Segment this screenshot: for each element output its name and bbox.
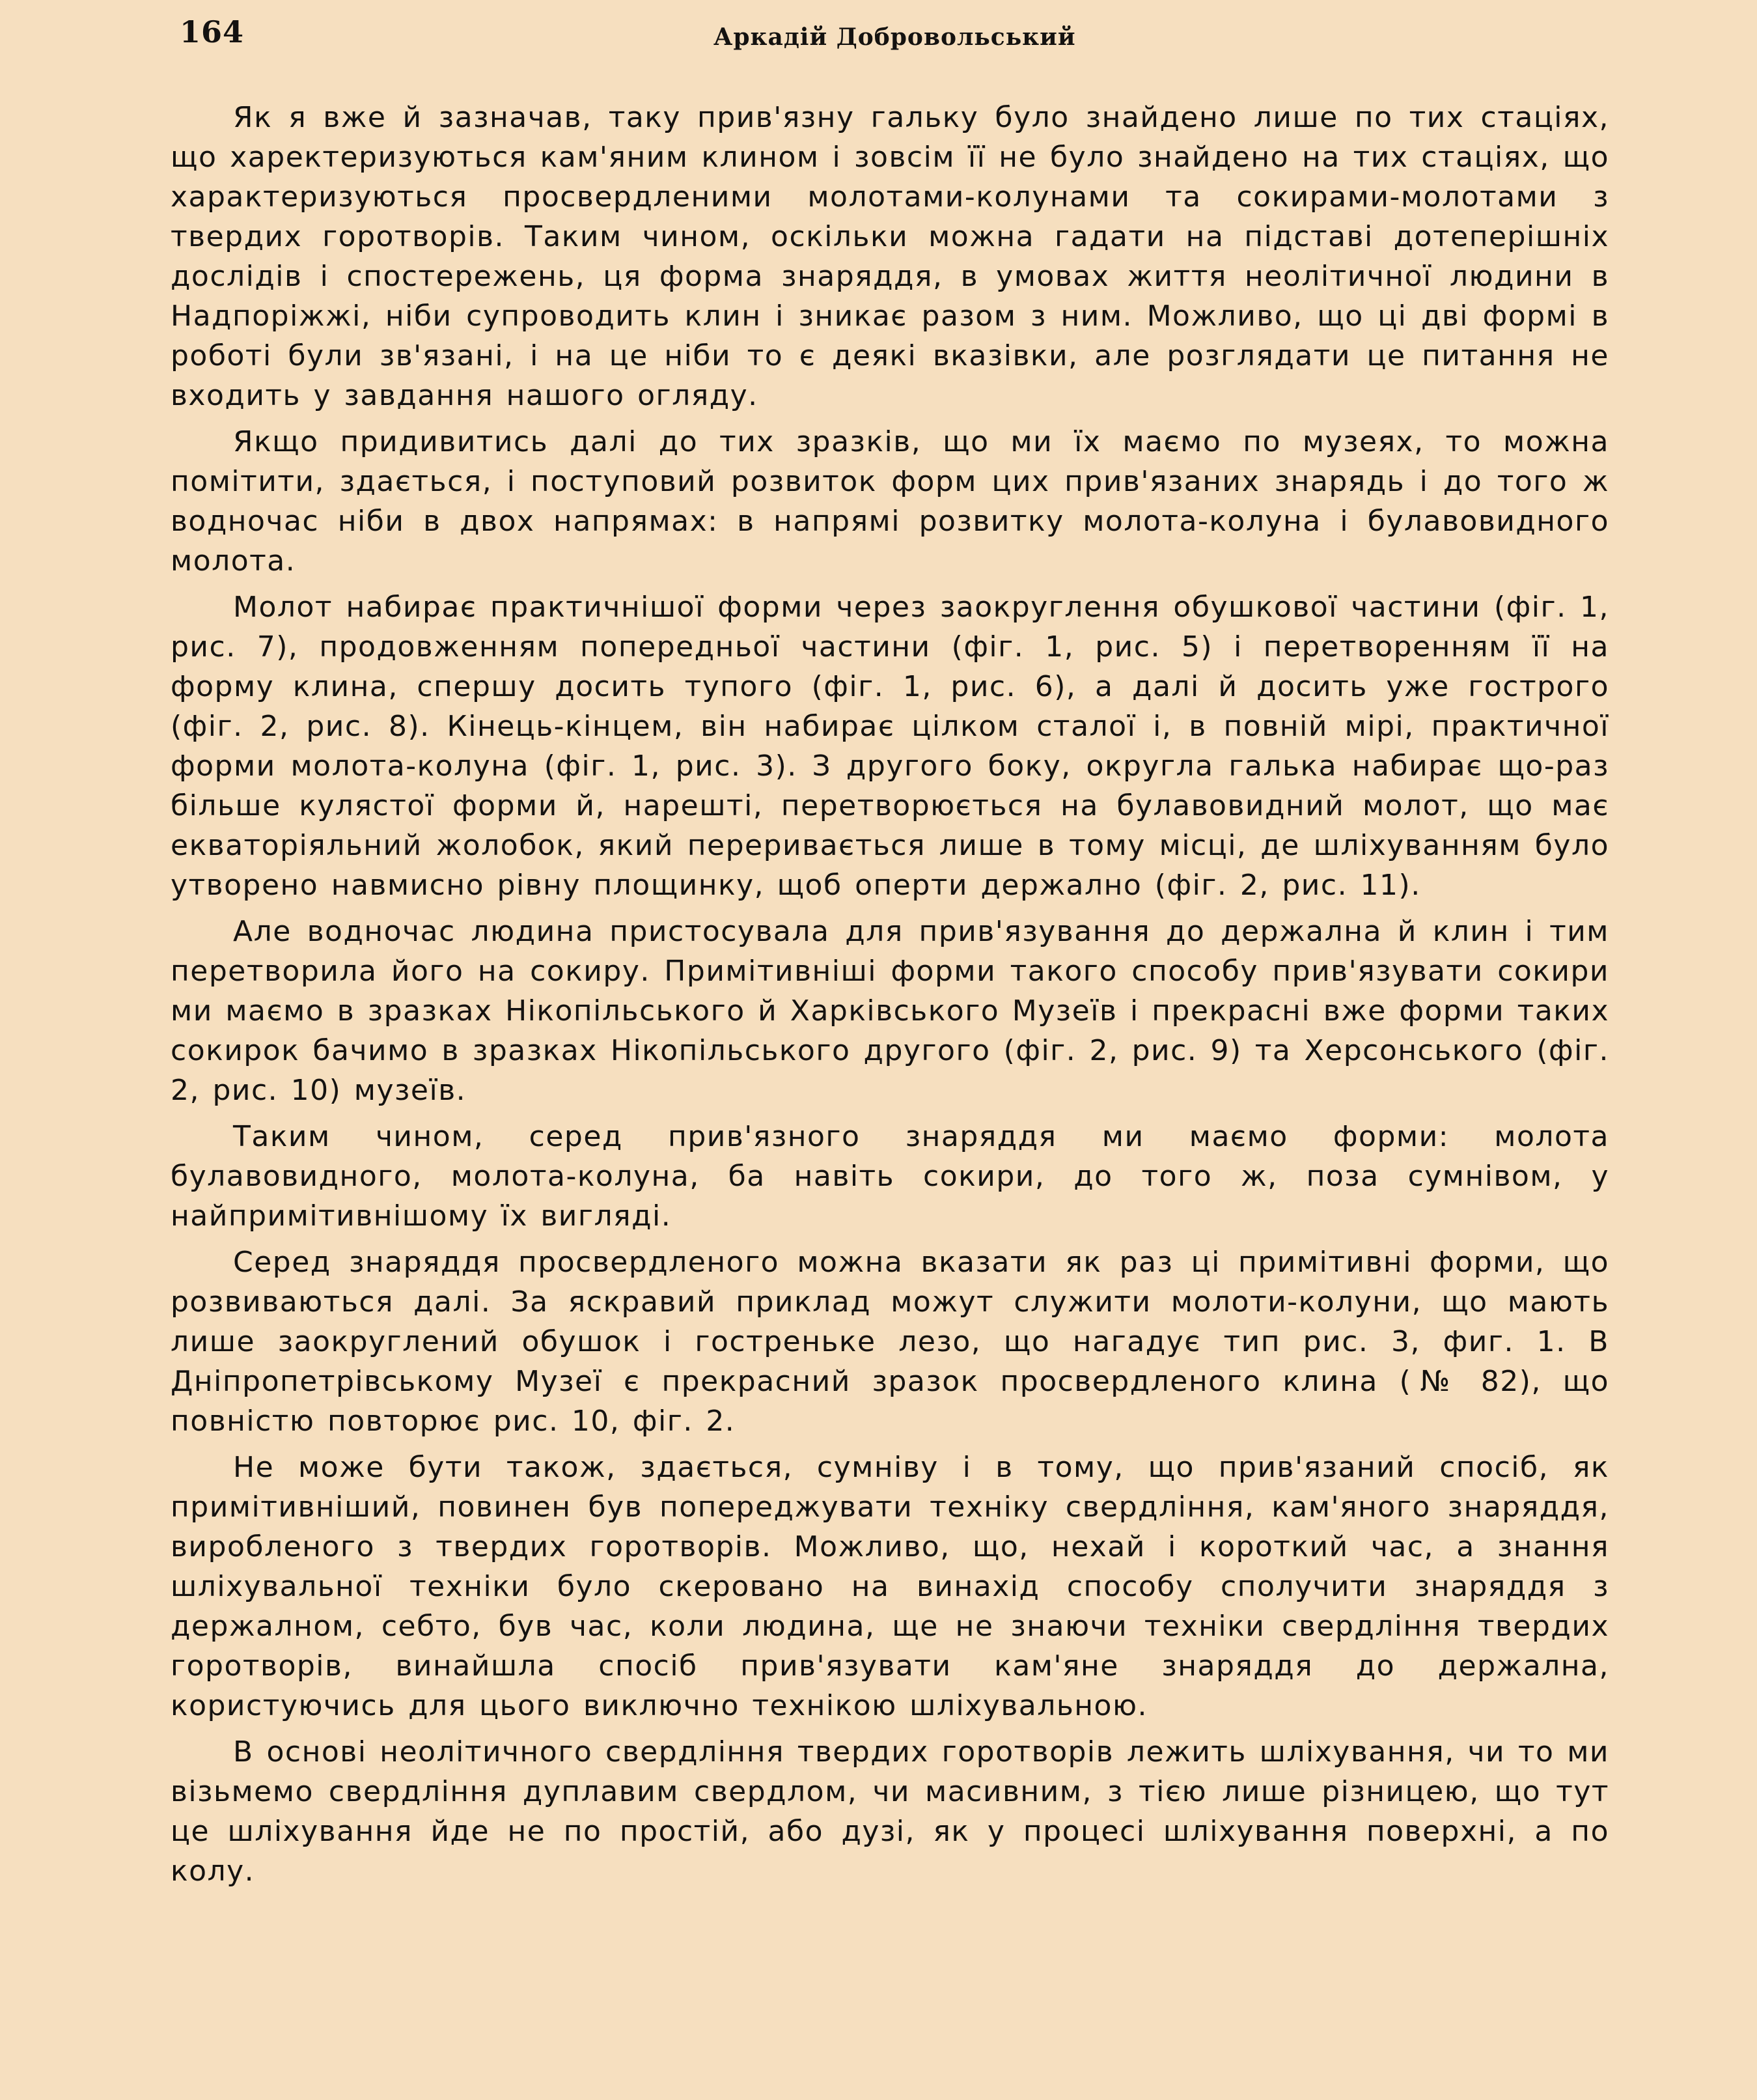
- paragraph-2: Якщо придивитись далі до тих зразків, що ми їх маємо по музеях, то можна помітити, здається, і поступовий розвиток форм цих прив'язаних знарядь і до того ж водночас ніби в двох напрямах: в напрямі розвитку молота-колуна і булавовидного молота.: [171, 425, 1609, 578]
- paragraph-3: Молот набирає практичнішої форми через заокруглення обушкової частини (фіг. 1, рис. 7), продовженням попередньої частини (фіг. 1, рис. 5) і перетворенням її на форму клина, спершу досить тупого (фіг. 1, рис. 6), а далі й досить уже гострого (фіг. 2, рис. 8). Кінець-кінцем, він набирає цілком сталої і, в повній мірі, практичної форми молота-колуна (фіг. 1, рис. 3). З другого боку, округла галька набирає що-раз більше кулястої форми й, нарешті, перетворюється на булавовидний молот, що має екваторіяльний жолобок, який переривається лише в тому місці, де шліхуванням було утворено навмисно рівну площинку, щоб оперти держално (фіг. 2, рис. 11).: [171, 591, 1609, 902]
- paragraph-8: В основі неолітичного свердління твердих горотворів лежить шліхування, чи то ми візьмемо свердління дуплавим свердлом, чи масивним, з тією лише різницею, що тут це шліхування йде не по простій, або дузі, як у процесі шліхування поверхні, а по колу.: [171, 1735, 1609, 1888]
- paragraph-6: Серед знаряддя просвердленого можна вказати як раз ці примітивні форми, що розвиваються далі. За яскравий приклад можут служити молоти-колуни, що мають лише заокруглений обушок і гостреньке лезо, що нагадує тип рис. 3, фиг. 1. В Дніпропетрівському Музеї є прекрасний зразок просвердленого клина (№ 82), що повністю повторює рис. 10, фіг. 2.: [171, 1246, 1609, 1438]
- paragraph-7: Не може бути також, здається, сумніву і в тому, що прив'язаний спосіб, як примітивніший, повинен був попереджувати техніку свердління, кам'яного знаряддя, виробленого з твердих горотворів. Можливо, що, нехай і короткий час, а знання шліхувальної техніки було скеровано на винахід способу сполучити знаряддя з держалном, себто, був час, коли людина, ще не знаючи техніки свердління твердих горотворів, винайшла спосіб прив'язувати кам'яне знаряддя до держална, користуючись для цього виключно технікою шліхувальною.: [171, 1451, 1609, 1722]
- body-text: [171, 98, 1609, 1897]
- page-header: [180, 14, 1612, 60]
- paragraph-4: Але водночас людина пристосувала для прив'язування до держална й клин і тим перетворила його на сокиру. Примітивніші форми такого способу прив'язувати сокири ми маємо в зразках Нікопільського й Харківського Музеїв і прекрасні вже форми таких сокирок бачимо в зразках Нікопільського другого (фіг. 2, рис. 9) та Херсонського (фіг. 2, рис. 10) музеїв.: [171, 915, 1609, 1107]
- running-title: Аркадій Добровольський: [713, 23, 1076, 51]
- paragraph-5: Таким чином, серед прив'язного знаряддя ми маємо форми: молота булавовидного, молота-колуна, ба навіть сокири, до того ж, поза сумнівом, у найпримітивнішому їх вигляді.: [171, 1120, 1609, 1233]
- paragraph-1: Як я вже й зазначав, таку прив'язну гальку було знайдено лише по тих стаціях, що харектеризуються кам'яним клином і зовсім її не було знайдено на тих стаціях, що характеризуються просвердленими молотами-колунами та сокирами-молотами з твердих горотворів. Таким чином, оскільки можна гадати на підставі дотеперішніх дослідів і спостережень, ця форма знаряддя, в умовах життя неолітичної людини в Надпоріжжі, ніби супроводить клин і зникає разом з ним. Можливо, що ці дві формі в роботі були зв'язані, і на це ніби то є деякі вказівки, але розглядати це питання не входить у завдання нашого огляду.: [171, 101, 1609, 412]
- page-number: 164: [180, 14, 245, 49]
